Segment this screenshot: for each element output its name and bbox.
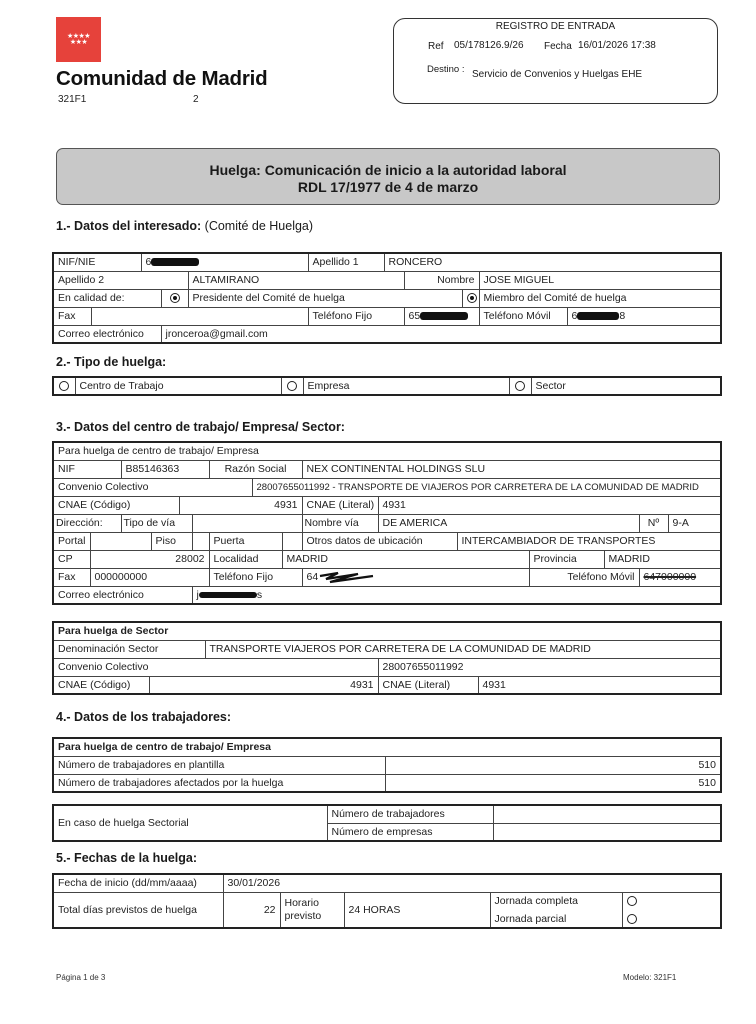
presidente-label: Presidente del Comité de huelga	[188, 289, 462, 307]
presidente-radio[interactable]	[161, 289, 188, 307]
page-number: Página 1 de 3	[56, 973, 106, 982]
cnae-codigo-field[interactable]: 4931	[179, 496, 302, 514]
trabajadores-subheading: Para huelga de centro de trabajo/ Empresa	[53, 738, 721, 756]
otros-label: Otros datos de ubicación	[302, 532, 457, 550]
num-empresas-field[interactable]	[493, 823, 721, 841]
convenio-field[interactable]: 28007655011992	[378, 658, 721, 676]
form-title-line1: Huelga: Comunicación de inicio a la autoridad laboral	[209, 162, 567, 178]
empresa-label: Empresa	[303, 377, 509, 395]
localidad-label: Localidad	[209, 550, 282, 568]
nif-field[interactable]	[141, 253, 308, 271]
email-value-end: s	[256, 588, 263, 601]
convenio-label: Convenio Colectivo	[53, 478, 252, 496]
num-trabajadores-field[interactable]	[493, 805, 721, 823]
comunidad-madrid-logo-icon	[56, 17, 101, 62]
section3-heading: 3.- Datos del centro de trabajo/ Empresa/ Sector:	[56, 420, 345, 434]
num-empresas-label: Número de empresas	[327, 823, 493, 841]
radio-empty-icon	[515, 381, 525, 391]
section1-heading-text: 1.- Datos del interesado:	[56, 219, 202, 233]
tel-fijo-label: Teléfono Fijo	[209, 568, 302, 586]
jornada-completa-label: Jornada completa	[490, 892, 622, 910]
tel-movil-label: Teléfono Móvil	[479, 307, 567, 325]
section2-heading: 2.- Tipo de huelga:	[56, 355, 167, 369]
fax-field[interactable]: 000000000	[90, 568, 209, 586]
empresa-radio[interactable]	[281, 377, 303, 395]
email-field[interactable]	[192, 586, 721, 604]
nif-field[interactable]: B85146363	[121, 460, 209, 478]
cnae-codigo-field[interactable]: 4931	[149, 676, 378, 694]
radio-empty-icon	[627, 896, 637, 906]
denominacion-field[interactable]: TRANSPORTE VIAJEROS POR CARRETERA DE LA COMUNIDAD DE MADRID	[205, 640, 721, 658]
email-field[interactable]: jronceroa@gmail.com	[161, 325, 721, 343]
centro-trabajo-radio[interactable]	[53, 377, 75, 395]
fecha-label: Fecha	[544, 41, 572, 52]
fax-field[interactable]	[91, 307, 308, 325]
copy-number: 2	[193, 94, 199, 105]
trabajadores-table	[52, 737, 722, 793]
cnae-codigo-label: CNAE (Código)	[53, 676, 149, 694]
tel-movil-value-end: 8	[619, 310, 626, 322]
jornada-parcial-label: Jornada parcial	[490, 910, 622, 928]
form-title	[56, 148, 720, 205]
plantilla-field[interactable]: 510	[385, 756, 721, 774]
sectorial-table	[52, 804, 722, 842]
afectados-label: Número de trabajadores afectados por la huelga	[53, 774, 385, 792]
tel-fijo-field[interactable]	[302, 568, 529, 586]
registro-entrada-box	[393, 18, 718, 104]
sector-label: Sector	[531, 377, 721, 395]
nif-label: NIF	[53, 460, 121, 478]
jornada-completa-radio[interactable]	[622, 892, 721, 910]
tel-movil-field[interactable]	[567, 307, 721, 325]
section5-heading: 5.- Fechas de la huelga:	[56, 851, 198, 865]
radio-empty-icon	[287, 381, 297, 391]
cnae-literal-label: CNAE (Literal)	[302, 496, 378, 514]
section1-heading-note: (Comité de Huelga)	[201, 219, 314, 233]
tel-movil-label: Teléfono Móvil	[529, 568, 639, 586]
email-label: Correo electrónico	[53, 586, 192, 604]
destino-value: Servicio de Convenios y Huelgas EHE	[472, 69, 643, 80]
centro-subheading: Para huelga de centro de trabajo/ Empresa	[53, 442, 721, 460]
apellido2-field[interactable]: ALTAMIRANO	[188, 271, 404, 289]
fecha-inicio-label: Fecha de inicio (dd/mm/aaaa)	[53, 874, 223, 892]
portal-field[interactable]	[90, 532, 151, 550]
nombre-label: Nombre	[404, 271, 479, 289]
tel-movil-value: 647000000	[643, 571, 697, 583]
horario-label-1: Horario	[284, 896, 319, 909]
horario-field[interactable]: 24 HORAS	[344, 892, 490, 928]
centro-trabajo-label: Centro de Trabajo	[75, 377, 281, 395]
piso-label: Piso	[151, 532, 192, 550]
calidad-label: En calidad de:	[53, 289, 161, 307]
apellido1-label: Apellido 1	[308, 253, 384, 271]
tipo-via-label: Tipo de vía	[121, 514, 192, 532]
provincia-label: Provincia	[529, 550, 604, 568]
section1-heading	[56, 219, 313, 233]
horario-label	[280, 892, 344, 928]
ref-value: 05/178126.9/26	[454, 40, 524, 51]
cnae-codigo-label: CNAE (Código)	[53, 496, 179, 514]
puerta-label: Puerta	[209, 532, 282, 550]
miembro-label: Miembro del Comité de huelga	[479, 289, 721, 307]
redaction-mark	[199, 592, 257, 598]
radio-selected-icon	[170, 293, 180, 303]
total-dias-field[interactable]: 22	[223, 892, 280, 928]
fecha-value: 16/01/2026 17:38	[578, 40, 656, 51]
direccion-label: Dirección:	[53, 514, 121, 532]
sectorial-label: En caso de huelga Sectorial	[53, 805, 327, 841]
fechas-table	[52, 873, 722, 929]
afectados-field[interactable]: 510	[385, 774, 721, 792]
apellido1-field[interactable]: RONCERO	[384, 253, 721, 271]
numero-label: Nº	[639, 514, 668, 532]
radio-empty-icon	[627, 914, 637, 924]
nombre-via-field[interactable]: DE AMERICA	[378, 514, 639, 532]
form-code: 321F1	[58, 94, 87, 105]
jornada-parcial-radio[interactable]	[622, 910, 721, 928]
numero-field[interactable]: 9-A	[668, 514, 721, 532]
centro-trabajo-table	[52, 441, 722, 605]
radio-selected-icon	[467, 293, 477, 303]
puerta-field[interactable]	[282, 532, 302, 550]
miembro-radio[interactable]	[462, 289, 479, 307]
localidad-field[interactable]: MADRID	[282, 550, 529, 568]
razon-social-label: Razón Social	[209, 460, 302, 478]
plantilla-label: Número de trabajadores en plantilla	[53, 756, 385, 774]
cnae-literal-field[interactable]: 4931	[378, 496, 721, 514]
nif-value: 6	[145, 256, 152, 269]
tipo-huelga-table	[52, 376, 722, 396]
cp-label: CP	[53, 550, 90, 568]
cp-field[interactable]: 28002	[90, 550, 209, 568]
form-title-line2: RDL 17/1977 de 4 de marzo	[297, 179, 479, 195]
nif-label: NIF/NIE	[53, 253, 141, 271]
email-value-start: j	[196, 588, 199, 601]
convenio-field[interactable]: 28007655011992 - TRANSPORTE DE VIAJEROS POR CARRETERA DE LA COMUNIDAD DE MADRID	[252, 478, 721, 496]
fax-label: Fax	[53, 568, 90, 586]
portal-label: Portal	[53, 532, 90, 550]
tipo-via-field[interactable]	[192, 514, 302, 532]
modelo-code: Modelo: 321F1	[623, 973, 677, 982]
num-trabajadores-label: Número de trabajadores	[327, 805, 493, 823]
tel-movil-field[interactable]	[639, 568, 721, 586]
cnae-literal-field[interactable]: 4931	[478, 676, 721, 694]
tel-fijo-value: 64	[306, 570, 319, 583]
fax-label: Fax	[53, 307, 91, 325]
nombre-field[interactable]: JOSE MIGUEL	[479, 271, 721, 289]
tel-fijo-field[interactable]	[404, 307, 479, 325]
total-dias-label: Total días previstos de huelga	[53, 892, 223, 928]
tel-movil-value-start: 6	[571, 310, 578, 322]
destino-label: Destino :	[427, 64, 465, 75]
razon-social-field[interactable]: NEX CONTINENTAL HOLDINGS SLU	[302, 460, 721, 478]
section4-heading: 4.- Datos de los trabajadores:	[56, 710, 232, 724]
radio-empty-icon	[59, 381, 69, 391]
piso-field[interactable]	[192, 532, 209, 550]
cnae-literal-label: CNAE (Literal)	[378, 676, 478, 694]
interesado-table	[52, 252, 722, 344]
ref-label: Ref	[428, 41, 444, 52]
redaction-mark	[151, 258, 199, 266]
redaction-mark	[577, 312, 619, 320]
sector-table	[52, 621, 722, 695]
otros-field[interactable]: INTERCAMBIADOR DE TRANSPORTES	[457, 532, 721, 550]
email-label: Correo electrónico	[53, 325, 161, 343]
tel-fijo-label: Teléfono Fijo	[308, 307, 404, 325]
nombre-via-label: Nombre vía	[302, 514, 378, 532]
horario-label-2: previsto	[284, 909, 322, 922]
denominacion-label: Denominación Sector	[53, 640, 205, 658]
redaction-mark	[420, 312, 468, 320]
scribble-redaction-icon	[318, 570, 378, 584]
registro-title: REGISTRO DE ENTRADA	[495, 21, 616, 32]
sector-radio[interactable]	[509, 377, 531, 395]
provincia-field[interactable]: MADRID	[604, 550, 721, 568]
sector-heading: Para huelga de Sector	[53, 622, 721, 640]
convenio-label: Convenio Colectivo	[53, 658, 378, 676]
stars-icon: ★★★★ ★★★	[66, 32, 91, 46]
brand-name: Comunidad de Madrid	[56, 67, 268, 90]
tel-fijo-value: 65	[408, 310, 421, 322]
fecha-inicio-field[interactable]: 30/01/2026	[223, 874, 721, 892]
apellido2-label: Apellido 2	[53, 271, 188, 289]
